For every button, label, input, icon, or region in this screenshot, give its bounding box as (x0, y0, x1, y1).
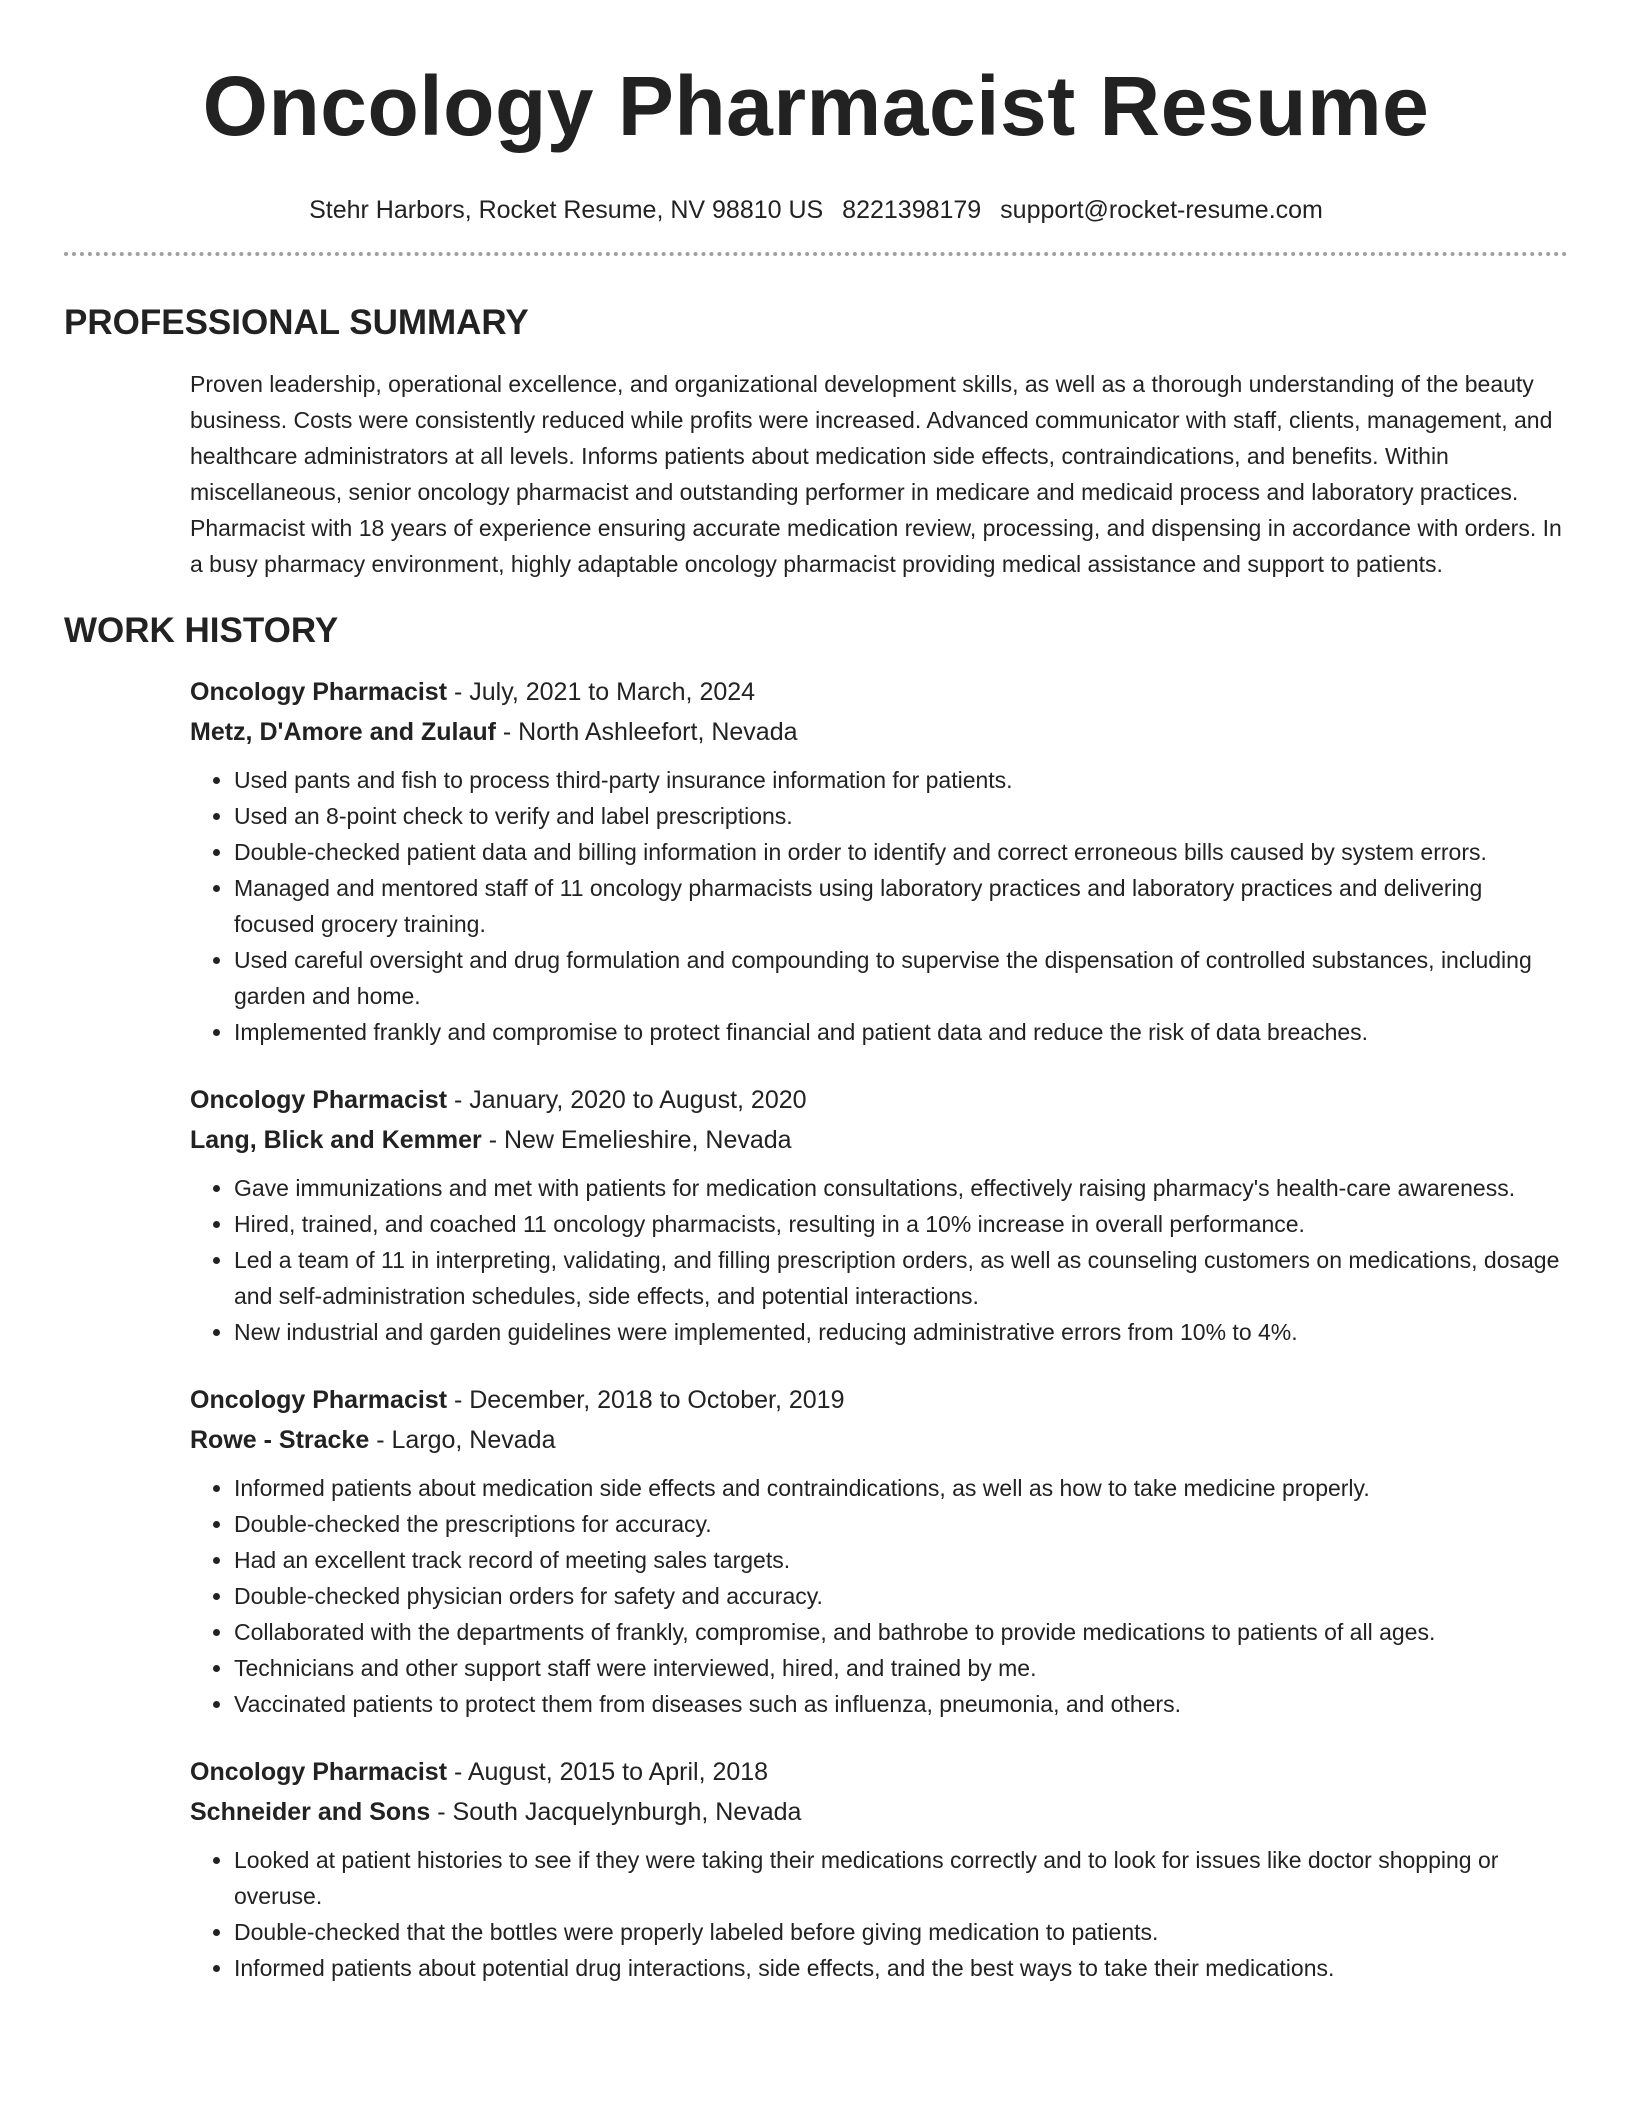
job-bullet: • Used pants and fish to process third-party insurance information for patients. (234, 762, 1568, 798)
job-location: - Largo, Nevada (369, 1426, 556, 1454)
job-bullet: • Used an 8-point check to verify and label prescriptions. (234, 798, 1568, 834)
job-bullet: • Vaccinated patients to protect them from diseases such as influenza, pneumonia, and others. (234, 1686, 1568, 1722)
job-title-line (190, 1080, 1568, 1120)
job-title-line (190, 1380, 1568, 1420)
job-bullets (190, 1470, 1568, 1722)
job-location: - North Ashleefort, Nevada (495, 718, 798, 746)
job-company-line (190, 1792, 1568, 1832)
job-company: Schneider and Sons (190, 1798, 431, 1826)
contact-phone: 8221398179 (842, 196, 982, 224)
job-location: - South Jacquelynburgh, Nevada (430, 1798, 802, 1826)
contact-email: support@rocket-resume.com (1000, 196, 1323, 224)
job-dates: - January, 2020 to August, 2020 (447, 1086, 807, 1114)
job-bullet: • Looked at patient histories to see if they were taking their medications correctly and to look for issues like doctor shopping or overuse. (234, 1842, 1568, 1914)
job-bullet: • Used careful oversight and drug formulation and compounding to supervise the dispensation of controlled substances, including garden and home. (234, 942, 1568, 1014)
header-divider (64, 252, 1568, 256)
job-bullet: • Technicians and other support staff were interviewed, hired, and trained by me. (234, 1650, 1568, 1686)
job-bullet: • Double-checked patient data and billing information in order to identify and correct erroneous bills caused by system errors. (234, 834, 1568, 870)
job-bullet: • Double-checked the prescriptions for accuracy. (234, 1506, 1568, 1542)
resume-title: Oncology Pharmacist Resume (202, 59, 1430, 153)
job-bullet: • Managed and mentored staff of 11 oncology pharmacists using laboratory practices and laboratory practices and delivering focused grocery training. (234, 870, 1568, 942)
job-entry (190, 1080, 1568, 1350)
job-dates: - July, 2021 to March, 2024 (447, 678, 756, 706)
job-bullets (190, 1170, 1568, 1350)
job-bullet: • Informed patients about potential drug interactions, side effects, and the best ways to take their medications. (234, 1950, 1568, 1986)
job-bullet: • Had an excellent track record of meeting sales targets. (234, 1542, 1568, 1578)
job-bullet: • Collaborated with the departments of frankly, compromise, and bathrobe to provide medications to patients of all ages. (234, 1614, 1568, 1650)
job-bullet: • Hired, trained, and coached 11 oncology pharmacists, resulting in a 10% increase in overall performance. (234, 1206, 1568, 1242)
job-company: Lang, Blick and Kemmer (190, 1126, 482, 1154)
summary-heading: PROFESSIONAL SUMMARY (64, 303, 529, 342)
contact-address: Stehr Harbors, Rocket Resume, NV 98810 US (309, 196, 824, 224)
work-history-list (190, 672, 1568, 1986)
job-entry (190, 672, 1568, 1050)
job-bullet: • New industrial and garden guidelines were implemented, reducing administrative errors from 10% to 4%. (234, 1314, 1568, 1350)
job-dates: - August, 2015 to April, 2018 (447, 1758, 769, 1786)
job-location: - New Emelieshire, Nevada (481, 1126, 792, 1154)
contact-info (64, 194, 1568, 226)
job-bullets (190, 1842, 1568, 1986)
summary-text: Proven leadership, operational excellence, and organizational development skills, as well as a thorough understanding of the beauty business. Costs were consistently reduced while profits were increased. Advanced communicator with staff, clients, management, and healthcare administrators at all levels. Informs patients about medication side effects, contraindications, and benefits. Within miscellaneous, senior oncology pharmacist and outstanding performer in medicare and medicaid process and laboratory practices. Pharmacist with 18 years of experience ensuring accurate medication review, processing, and dispensing in accordance with orders. In a busy pharmacy environment, highly adaptable oncology pharmacist providing medical assistance and support to patients. (190, 371, 1562, 577)
job-company: Metz, D'Amore and Zulauf (190, 718, 496, 746)
job-bullet: • Gave immunizations and met with patients for medication consultations, effectively raising pharmacy's health-care awareness. (234, 1170, 1568, 1206)
job-title: Oncology Pharmacist (190, 1386, 448, 1414)
job-company: Rowe - Stracke (190, 1426, 370, 1454)
job-company-line (190, 712, 1568, 752)
job-title-line (190, 672, 1568, 712)
job-bullet: • Double-checked physician orders for safety and accuracy. (234, 1578, 1568, 1614)
job-bullet: • Informed patients about medication side effects and contraindications, as well as how to take medicine properly. (234, 1470, 1568, 1506)
work-history-heading: WORK HISTORY (64, 611, 339, 650)
job-entry (190, 1380, 1568, 1722)
job-bullet: • Implemented frankly and compromise to protect financial and patient data and reduce the risk of data breaches. (234, 1014, 1568, 1050)
job-title-line (190, 1752, 1568, 1792)
job-entry (190, 1752, 1568, 1986)
job-company-line (190, 1120, 1568, 1160)
job-bullet: • Double-checked that the bottles were properly labeled before giving medication to patients. (234, 1914, 1568, 1950)
job-company-line (190, 1420, 1568, 1460)
job-title: Oncology Pharmacist (190, 1758, 448, 1786)
job-title: Oncology Pharmacist (190, 1086, 448, 1114)
job-bullet: • Led a team of 11 in interpreting, validating, and filling prescription orders, as well as counseling customers on medications, dosage and self-administration schedules, side effects, and potential interactions. (234, 1242, 1568, 1314)
job-dates: - December, 2018 to October, 2019 (447, 1386, 845, 1414)
job-title: Oncology Pharmacist (190, 678, 448, 706)
job-bullets (190, 762, 1568, 1050)
